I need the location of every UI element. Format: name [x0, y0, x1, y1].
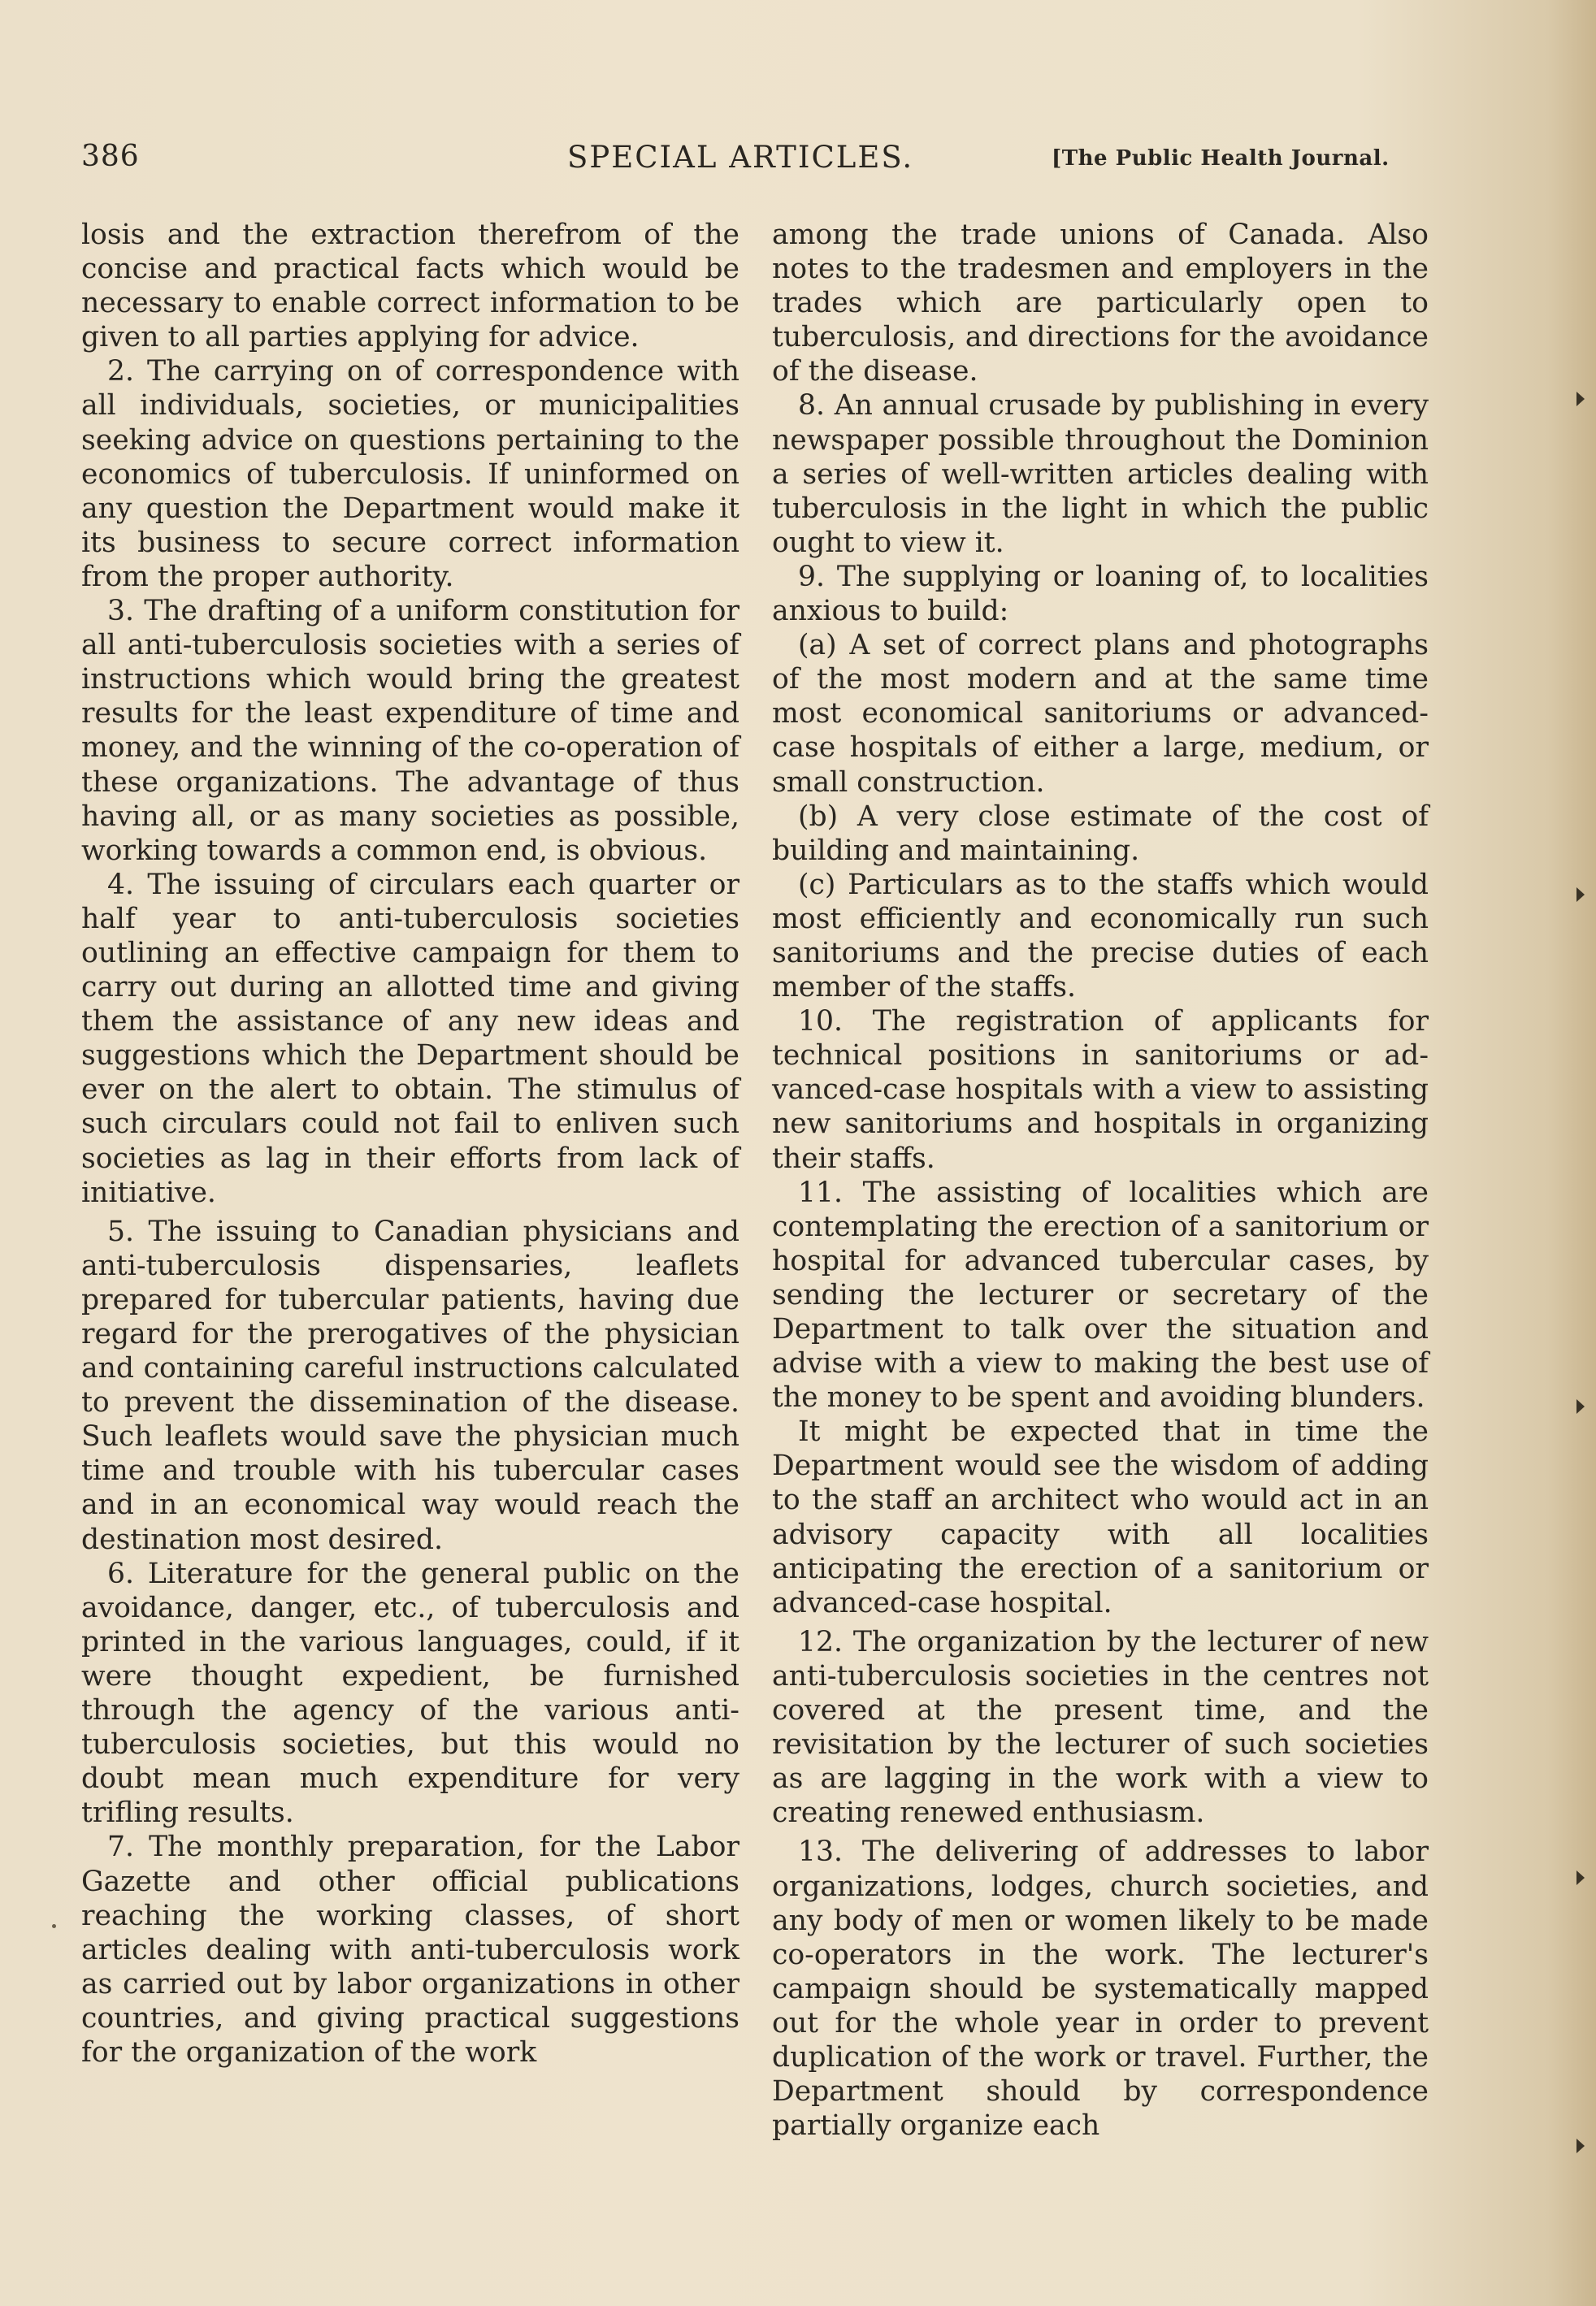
paragraph-item-8: 8. An annual crusade by publishing in every newspaper possible throughout the Dominion a series of well-written articles dealing with tuberculosis in the light in which the public ought to view it.	[772, 389, 1429, 559]
paragraph-item-7: 7. The monthly preparation, for the Labor Gazette and other official publications reaching the working classes, of short articles dealing with anti-tuberculosis work as carried out by labor organizations in other countries, and giving practical suggestions for the organization of the work	[81, 1831, 739, 2069]
paragraph-item-11: 11. The assisting of localities which are contemplating the erection of a sanitorium or hospital for advanced tubercular cases, by sending the lecturer or secretary of the Department to talk over the situation and advise with a view to making the best use of the money to be spent and avoiding blunders.	[772, 1176, 1429, 1415]
binding-edge-mark	[1576, 1399, 1585, 1414]
paragraph-item-10: 10. The registration of applicants for technical positions in sanitoriums or advanced-case hospitals with a view to assisting new sanitoriums and hospitals in organizing their staffs.	[772, 1005, 1429, 1175]
paragraph-item-2: 2. The carrying on of correspondence with all individuals, societies, or municipalities seeking advice on questions pertaining to the economics of tuberculosis. If uninformed on any question the Department would make it its business to secure correct information from the proper authority.	[81, 355, 739, 593]
binding-edge-mark	[1576, 1870, 1585, 1885]
running-title: SPECIAL ARTICLES.	[567, 140, 914, 175]
print-speck	[52, 1924, 56, 1928]
page-header	[81, 140, 1430, 189]
paragraph-continuation: losis and the extraction therefrom of the concise and practical facts which would be necessary to enable correct information to be given to all parties applying for advice.	[81, 219, 739, 354]
paragraph-item-6: 6. Literature for the general public on the avoidance, danger, etc., of tuberculosis and printed in the various languages, could, if it were thought expedient, be furnished through the agency of the various anti-tuberculosis societies, but this would no doubt mean much expenditure for very trifling results.	[81, 1557, 739, 1830]
binding-edge-mark	[1576, 392, 1585, 406]
paragraph-item-9c: (c) Particulars as to the staffs which would most efficiently and economically run such sanitoriums and the precise duties of each member of the staffs.	[772, 868, 1429, 1004]
binding-edge-mark	[1576, 2139, 1585, 2153]
paragraph-item-9: 9. The supplying or loaning of, to localities anxious to build:	[772, 560, 1429, 628]
paragraph-item-9b: (b) A very close estimate of the cost of building and maintaining.	[772, 800, 1429, 867]
paragraph-architect: It might be expected that in time the Department would see the wisdom of adding to the staff an architect who would act in an advisory capacity with all localities anticipating the erection of a sanitorium or advanced-case hospital.	[772, 1415, 1429, 1619]
journal-name: [The Public Health Journal.	[1052, 146, 1390, 171]
paragraph-item-5: 5. The issuing to Canadian physicians and anti-tuberculosis dispensaries, leaflets prepared for tubercular patients, having due regard for the prerogatives of the physician and containing careful instructions calculated to prevent the dissemination of the disease. Such leaflets would save the physician much time and trouble with his tubercular cases and in an economical way would reach the destination most desired.	[81, 1215, 739, 1556]
paragraph-item-9a: (a) A set of correct plans and photographs of the most modern and at the same time most economical sanitoriums or advanced-case hospitals of either a large, medium, or small construction.	[772, 629, 1429, 799]
right-column	[772, 218, 1429, 2143]
page-number: 386	[81, 140, 140, 173]
binding-edge-mark	[1576, 887, 1585, 902]
paragraph-item-7-continued: among the trade unions of Canada. Also notes to the tradesmen and employers in the trades which are particularly open to tuberculosis, and directions for the avoidance of the disease.	[772, 219, 1429, 388]
paragraph-item-3: 3. The drafting of a uniform constitution for all anti-tuberculosis societies with a series of instructions which would bring the greatest results for the least expenditure of time and money, and the winning of the co-operation of these organizations. The advantage of thus having all, or as many societies as possible, working towards a common end, is obvious.	[81, 595, 739, 867]
paragraph-item-12: 12. The organization by the lecturer of new anti-tuberculosis societies in the centres not covered at the present time, and the revisitation by the lecturer of such societies as are lagging in the work with a view to creating renewed enthusiasm.	[772, 1625, 1429, 1830]
paragraph-item-4: 4. The issuing of circulars each quarter or half year to anti-tuberculosis societies outlining an effective campaign for them to carry out during an allotted time and giving them the assistance of any new ideas and suggestions which the Department should be ever on the alert to obtain. The stimulus of such circulars could not fail to enliven such societies as lag in their efforts from lack of initiative.	[81, 868, 739, 1209]
paragraph-item-13: 13. The delivering of addresses to labor organizations, lodges, church societies, and any body of men or women likely to be made co-operators in the work. The lecturer's campaign should be systematically mapped out for the whole year in order to prevent duplication of the work or travel. Further, the Department should by correspondence partially organize each	[772, 1836, 1429, 2143]
left-column	[81, 218, 739, 2070]
